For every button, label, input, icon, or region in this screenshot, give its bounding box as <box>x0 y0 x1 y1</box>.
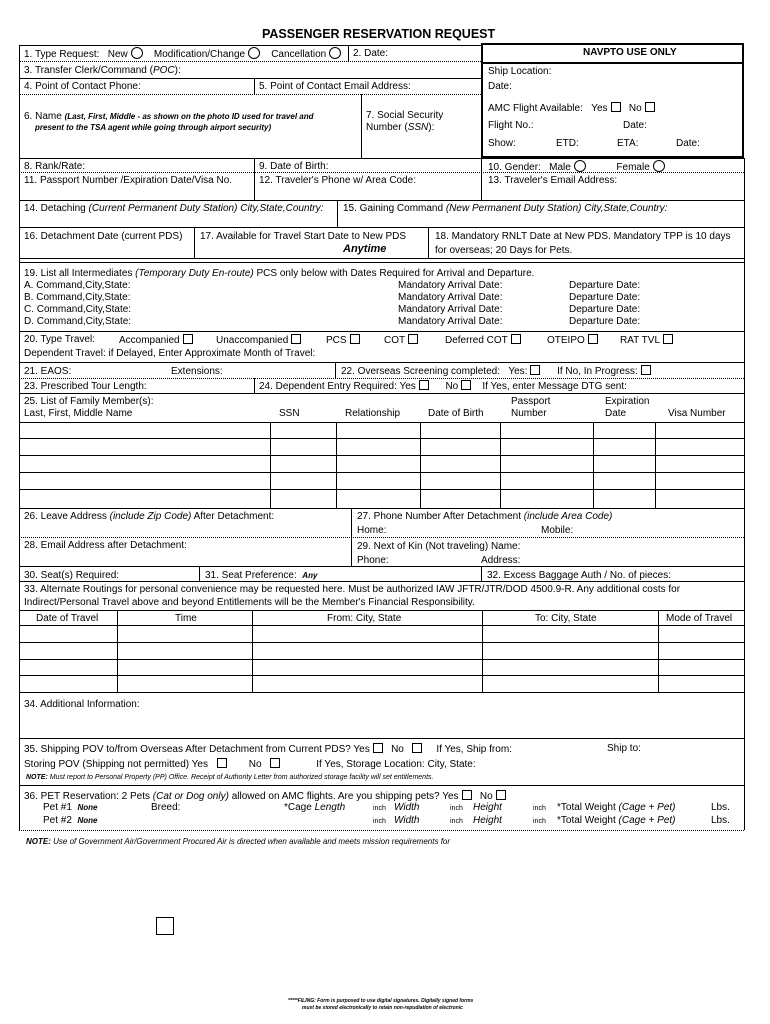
poc-email-label: 5. Point of Contact Email Address: <box>259 81 411 92</box>
home-phone-label: Home: <box>357 525 387 536</box>
in-progress-checkbox[interactable] <box>641 365 651 375</box>
departure-c: Departure Date: <box>569 304 641 315</box>
male-radio[interactable] <box>574 160 586 172</box>
cot-checkbox[interactable] <box>408 334 418 344</box>
breed-label: Breed: <box>151 802 181 813</box>
new-radio[interactable] <box>131 47 143 59</box>
storing-no-checkbox[interactable] <box>270 758 280 768</box>
family-relationship-header: Relationship <box>345 408 401 419</box>
arrival-a: Mandatory Arrival Date: <box>398 280 503 291</box>
gender: 10. Gender: Male Female <box>488 160 665 174</box>
oteipo-checkbox[interactable] <box>588 334 598 344</box>
ssn-label-2: Number (SSN): <box>366 122 435 133</box>
tour-length-label: 23. Prescribed Tour Length: <box>24 381 147 392</box>
pov-yes-checkbox[interactable] <box>373 743 383 753</box>
show-label: Show: <box>488 138 516 149</box>
cmd-a: A. Command,City,State: <box>24 280 131 291</box>
etd-label: ETD: <box>556 138 579 149</box>
family-dob-header: Date of Birth <box>428 408 484 419</box>
alt-routings-label-2: Indirect/Personal Travel above and beyond Entitlements will be the Member's Financial Responsibility. <box>24 597 475 608</box>
pet-2-value: None <box>77 816 98 825</box>
seats-label: 30. Seat(s) Required: <box>24 570 120 581</box>
amc-flight: AMC Flight Available: Yes No <box>488 102 655 115</box>
inch-3: inch <box>533 805 546 812</box>
cancellation-radio[interactable] <box>329 47 341 59</box>
eta-date-label: Date: <box>676 138 700 149</box>
total-weight-2: *Total Weight (Cage + Pet) <box>557 815 676 826</box>
pet-2-label: Pet #2 None <box>43 815 98 826</box>
amc-yes-checkbox[interactable] <box>611 102 621 112</box>
pov-no-checkbox[interactable] <box>412 743 422 753</box>
flight-date-label: Date: <box>623 120 647 131</box>
navpto-header: NAVPTO USE ONLY <box>583 47 677 58</box>
departure-d: Departure Date: <box>569 316 641 327</box>
departure-a: Departure Date: <box>569 280 641 291</box>
inch-5: inch <box>450 818 463 825</box>
alt-routings-label: 33. Alternate Routings for personal convenience may be requested here. Must be authorized IAW JFTR/JTR/DOD 4500.9-R. Any additional costs for <box>24 584 681 595</box>
pet-1-value: None <box>77 803 98 812</box>
rat-tvl: RAT TVL <box>620 334 673 347</box>
pcs: PCS <box>326 334 360 347</box>
pcs-checkbox[interactable] <box>350 334 360 344</box>
name-note: present to the TSA agent while going through airport security) <box>35 123 272 132</box>
footer-line-2: must be stored electronically to retain non-repudiation of electronic <box>302 1005 463 1011</box>
inch-1: inch <box>373 805 386 812</box>
family-passport-header-2: Number <box>511 408 547 419</box>
intermediates-label: 19. List all Intermediates (Temporary Duty En-route) PCS only below with Dates Required for Arrival and Departure. <box>24 268 535 279</box>
width-label-1: Width <box>394 802 420 813</box>
rnlt-label: 18. Mandatory RNLT Date at New PDS. Mandatory TPP is 10 days <box>435 231 731 242</box>
family-expiration-header-2: Date <box>605 408 627 419</box>
dependent-entry-no-checkbox[interactable] <box>461 380 471 390</box>
available-date-label: 17. Available for Travel Start Date to New PDS <box>200 231 407 242</box>
form-title: PASSENGER RESERVATION REQUEST <box>262 27 496 41</box>
date-label: 2. Date: <box>353 48 389 59</box>
dependent-entry-yes-checkbox[interactable] <box>419 380 429 390</box>
extensions-label: Extensions: <box>171 366 223 377</box>
detachment-date-label: 16. Detachment Date (current PDS) <box>24 231 183 242</box>
traveler-email-label: 13. Traveler's Email Address: <box>488 175 618 186</box>
deferred-cot: Deferred COT <box>445 334 521 347</box>
inch-4: inch <box>373 818 386 825</box>
family-name-header: Last, First, Middle Name <box>24 408 133 419</box>
passport-label: 11. Passport Number /Expiration Date/Visa No. <box>24 175 233 186</box>
storage-note: NOTE: Must report to Personal Property (PP) Office. Receipt of Authority Letter from authorized storage facility will set entitlements. <box>26 774 434 781</box>
family-ssn-header: SSN <box>279 408 300 419</box>
family-expiration-header: Expiration <box>605 396 650 407</box>
transfer-clerk-label: 3. Transfer Clerk/Command (POC): <box>24 65 181 76</box>
pet-1-label: Pet #1 None <box>43 802 98 813</box>
modification-radio[interactable] <box>248 47 260 59</box>
seat-pref-label: 31. Seat Preference: Any <box>205 570 318 581</box>
nok-address-label: Address: <box>481 555 521 566</box>
cmd-b: B. Command,City,State: <box>24 292 131 303</box>
next-of-kin-label: 29. Next of Kin (Not traveling) Name: <box>357 541 521 552</box>
signature-checkbox[interactable] <box>156 917 174 935</box>
ssn-label: 7. Social Security <box>366 110 444 121</box>
time-header: Time <box>175 613 197 624</box>
screening-yes-checkbox[interactable] <box>530 365 540 375</box>
amc-no-checkbox[interactable] <box>645 102 655 112</box>
family-passport-header: Passport <box>511 396 551 407</box>
flight-no-label: Flight No.: <box>488 120 534 131</box>
dependent-entry: 24. Dependent Entry Required: Yes No If Yes, enter Message DTG sent: <box>259 381 627 392</box>
pet-reservation: 36. PET Reservation: 2 Pets (Cat or Dog only) allowed on AMC flights. Are you shipping pets? Yes No <box>24 790 506 803</box>
name-label: 6. Name (Last, First, Middle - as shown on the photo ID used for travel and <box>24 111 314 122</box>
cot: COT <box>384 334 418 347</box>
detaching-label: 14. Detaching (Current Permanent Duty Station) City,State,Country: <box>24 203 324 214</box>
navpto-date-label: Date: <box>488 81 512 92</box>
overseas-screening: 22. Overseas Screening completed: Yes: If No, In Progress: <box>341 365 651 378</box>
available-date-value[interactable]: Anytime <box>343 243 387 255</box>
rat-tvl-checkbox[interactable] <box>663 334 673 344</box>
rnlt-label-2: for overseas; 20 Days for Pets. <box>435 245 573 256</box>
navpto-box <box>481 43 744 158</box>
ship-to-label: Ship to: <box>607 743 641 754</box>
arrival-d: Mandatory Arrival Date: <box>398 316 503 327</box>
mode-header: Mode of Travel <box>666 613 733 624</box>
nok-phone-label: Phone: <box>357 555 389 566</box>
eaos-label: 21. EAOS: <box>24 366 72 377</box>
traveler-phone-label: 12. Traveler's Phone w/ Area Code: <box>259 175 416 186</box>
departure-b: Departure Date: <box>569 292 641 303</box>
oteipo: OTEIPO <box>547 334 598 347</box>
storing-pov: Storing POV (Shipping not permitted) Yes No If Yes, Storage Location: City, State: <box>24 759 476 770</box>
inch-2: inch <box>450 805 463 812</box>
excess-baggage-label: 32. Excess Baggage Auth / No. of pieces: <box>487 570 672 581</box>
type-request: 1. Type Request: New Modification/Change Cancellation <box>24 47 341 61</box>
female-radio[interactable] <box>653 160 665 172</box>
eta-label: ETA: <box>617 138 639 149</box>
additional-info-label: 34. Additional Information: <box>24 699 140 710</box>
from-header: From: City, State <box>327 613 402 624</box>
deferred-cot-checkbox[interactable] <box>511 334 521 344</box>
pets-no-checkbox[interactable] <box>496 790 506 800</box>
inch-6: inch <box>533 818 546 825</box>
accompanied-checkbox[interactable] <box>183 334 193 344</box>
family-visa-header: Visa Number <box>668 408 726 419</box>
height-label-2: Height <box>473 815 502 826</box>
mobile-phone-label: Mobile: <box>541 525 574 536</box>
height-label-1: Height <box>473 802 502 813</box>
family-members-label: 25. List of Family Member(s): <box>24 396 154 407</box>
footer-line-1: *****FILING: Form is purposed to use digital signatures. Digitally signed forms <box>288 998 474 1004</box>
dob-label: 9. Date of Birth: <box>259 161 329 172</box>
email-after-label: 28. Email Address after Detachment: <box>24 540 187 551</box>
arrival-b: Mandatory Arrival Date: <box>398 292 503 303</box>
ship-location-label: Ship Location: <box>488 66 552 77</box>
date-of-travel-header: Date of Travel <box>36 613 99 624</box>
cmd-d: D. Command,City,State: <box>24 316 132 327</box>
accompanied: Accompanied <box>119 334 193 347</box>
unaccompanied-checkbox[interactable] <box>291 334 301 344</box>
leave-address-label: 26. Leave Address (include Zip Code) After Detachment: <box>24 511 275 522</box>
unaccompanied: Unaccompanied <box>216 334 301 347</box>
cmd-c: C. Command,City,State: <box>24 304 132 315</box>
poc-phone-label: 4. Point of Contact Phone: <box>24 81 141 92</box>
total-weight-1: *Total Weight (Cage + Pet) <box>557 802 676 813</box>
lbs-2: Lbs. <box>711 815 730 826</box>
rank-label: 8. Rank/Rate: <box>24 161 86 172</box>
width-label-2: Width <box>394 815 420 826</box>
lbs-1: Lbs. <box>711 802 730 813</box>
gov-air-note: NOTE: Use of Government Air/Government Procured Air is directed when available and meets mission requirements for <box>26 837 451 846</box>
cage-length-label: *Cage Length <box>284 802 346 813</box>
shipping-pov: 35. Shipping POV to/from Overseas After Detachment from Current PDS? Yes No If Yes, Ship from: <box>24 744 512 755</box>
storing-yes-checkbox[interactable] <box>217 758 227 768</box>
dependent-travel-label: Dependent Travel: if Delayed, Enter Approximate Month of Travel: <box>24 348 316 359</box>
pets-yes-checkbox[interactable] <box>462 790 472 800</box>
type-travel-label: 20. Type Travel: <box>24 334 95 345</box>
seat-pref-value[interactable]: Any <box>302 571 318 580</box>
to-header: To: City, State <box>535 613 597 624</box>
phone-after-label: 27. Phone Number After Detachment (include Area Code) <box>357 511 613 522</box>
gaining-command-label: 15. Gaining Command (New Permanent Duty Station) City,State,Country: <box>343 203 668 214</box>
arrival-c: Mandatory Arrival Date: <box>398 304 503 315</box>
